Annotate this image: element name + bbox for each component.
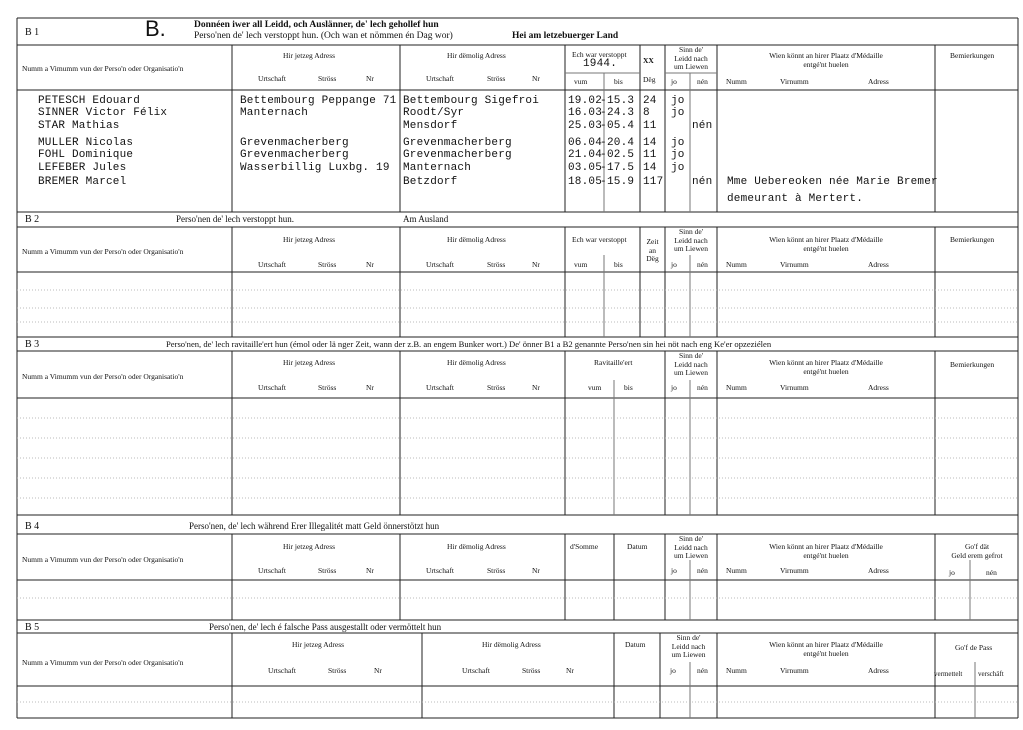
b2-col-jo: jo xyxy=(671,260,677,269)
b5-col-addr-now: Hir jetzeg Adress xyxy=(292,640,345,649)
b5-col-nen: nén xyxy=(697,666,708,675)
b1-col-medal: Wien könnt an hirer Plaatz d'Médaille entgé'nt huelen xyxy=(769,51,883,69)
b4-col-medal: Wien könnt an hirer Plaatz d'Médaille entgé'nt huelen xyxy=(769,542,883,560)
b1-col-remarks: Bemierkungen xyxy=(950,51,995,60)
b1-col-addr-now: Hir jetzeg Adress xyxy=(283,51,336,60)
b1-row-medal: Mme Uebereoken née Marie Bremer xyxy=(727,176,938,188)
b5-col-name: Numm a Vimumm vun der Perso'n oder Organisatio'n xyxy=(22,658,184,667)
b3-col-nr: Nr xyxy=(366,383,374,392)
b1-row-addr-now: Bettembourg Peppange 71 xyxy=(240,95,397,107)
b5-title: Perso'nen, de' lech é falsche Pass ausgestallt oder vermöttelt hun xyxy=(209,622,442,632)
b3-col-street2: Ströss xyxy=(487,383,506,392)
b1-col-name: Numm a Vimumm vun der Perso'n oder Organisatio'n xyxy=(22,64,184,73)
b1-title-line2: Perso'nen de' lech verstoppt hun. (Och wan et nömmen én Dag wor) xyxy=(194,31,453,41)
b1-title-location: Hei am letzebuerger Land xyxy=(512,31,619,41)
b4-col-sum: d'Somme xyxy=(570,542,599,551)
b4-col-money-jo: jo xyxy=(949,568,955,577)
b4-col-date: Datum xyxy=(627,542,648,551)
b4-col-town2: Urtschaft xyxy=(426,566,454,575)
date-separator: - xyxy=(600,149,607,161)
b1-col-days: Dëg xyxy=(643,75,656,84)
b1-row-name: FOHL Dominique xyxy=(38,149,134,161)
b3-col-nr2: Nr xyxy=(532,383,540,392)
b1-row-addr-now: Wasserbillig Luxbg. 19 xyxy=(240,162,390,174)
b1-row-addr-now: Grevenmacherberg xyxy=(240,137,349,149)
b1-row-days: 11 xyxy=(643,120,657,132)
b1-row-days: 14 xyxy=(643,137,657,149)
date-separator: - xyxy=(600,120,607,132)
b1-row-to: 15.9 xyxy=(607,176,635,188)
b1-col-family: Sinn de' Leidd nach um Liewen xyxy=(674,45,708,71)
b1-col-addr-then: Hir dëmolig Adress xyxy=(447,51,506,60)
b2-col-addr-then: Hir dëmolig Adress xyxy=(447,235,506,244)
b5-col-pass: Go'f de Pass xyxy=(955,643,993,652)
b1-row-to: 15.3 xyxy=(607,95,635,107)
date-separator: - xyxy=(600,107,607,119)
b1-col-street: Ströss xyxy=(318,74,337,83)
b1-row-addr-then: Betzdorf xyxy=(403,176,458,188)
b1-row-addr-then: Grevenmacherberg xyxy=(403,149,512,161)
section-label-b3: B 3 xyxy=(25,339,40,350)
b2-col-medal-first: Virnumm xyxy=(780,260,809,269)
b1-col-hidden: Ech war verstoppt xyxy=(572,50,627,59)
b1-row-from: 21.04 xyxy=(568,149,603,161)
b1-col-town2: Urtschaft xyxy=(426,74,454,83)
b1-row-from: 03.05 xyxy=(568,162,603,174)
b1-row-jo: jo xyxy=(671,149,685,161)
b1-row-from: 19.02 xyxy=(568,95,603,107)
date-separator: - xyxy=(600,137,607,149)
b2-col-addr-now: Hir jetzeg Adress xyxy=(283,235,336,244)
b3-col-supplied: Ravitaille'ert xyxy=(594,358,633,367)
b1-col-to: bis xyxy=(614,77,623,86)
b2-col-nr: Nr xyxy=(366,260,374,269)
b1-col-days-hdr: XX xyxy=(643,56,654,65)
b3-col-medal-first: Virnumm xyxy=(780,383,809,392)
section-label-b1: B 1 xyxy=(25,27,40,38)
b5-col-medal-addr: Adress xyxy=(868,666,889,675)
form-letter: B. xyxy=(145,16,166,41)
b3-col-street: Ströss xyxy=(318,383,337,392)
b4-col-medal-addr: Adress xyxy=(868,566,889,575)
b1-col-medal-name: Numm xyxy=(726,77,747,86)
b1-row-to: 20.4 xyxy=(607,137,635,149)
b4-col-town: Urtschaft xyxy=(258,566,286,575)
b1-row-jo: jo xyxy=(671,162,685,174)
b2-col-medal-name: Numm xyxy=(726,260,747,269)
b1-row-name: PETESCH Edouard xyxy=(38,95,141,107)
b1-row-name: MULLER Nicolas xyxy=(38,137,134,149)
b3-col-town2: Urtschaft xyxy=(426,383,454,392)
b2-col-town: Urtschaft xyxy=(258,260,286,269)
b3-col-addr-now: Hir jetzeg Adress xyxy=(283,358,336,367)
b4-col-addr-now: Hir jetzeg Adress xyxy=(283,542,336,551)
b2-col-time: Zeit an Dëg xyxy=(646,237,659,263)
b1-row-addr-then: Bettembourg Sigefroi xyxy=(403,95,540,107)
b1-row-name: SINNER Victor Félix xyxy=(38,107,168,119)
b1-row-name: BREMER Marcel xyxy=(38,176,127,188)
b5-col-town2: Urtschaft xyxy=(462,666,490,675)
b5-col-nr: Nr xyxy=(374,666,382,675)
b1-row-addr-then: Manternach xyxy=(403,162,472,174)
b4-col-name: Numm a Vimumm vun der Perso'n oder Organisatio'n xyxy=(22,555,184,564)
b1-row-to: 02.5 xyxy=(607,149,635,161)
b4-col-addr-then: Hir dëmolig Adress xyxy=(447,542,506,551)
b5-col-addr-then: Hir dëmolig Adress xyxy=(482,640,541,649)
b1-row-from: 16.03 xyxy=(568,107,603,119)
b5-col-street: Ströss xyxy=(328,666,347,675)
b1-row-days: 117 xyxy=(643,176,664,188)
b1-col-nen: nén xyxy=(697,77,708,86)
b5-col-issued: verschäft xyxy=(978,670,1004,678)
b5-col-family: Sinn de' Leidd nach um Liewen xyxy=(671,633,706,659)
b3-col-from: vum xyxy=(588,383,602,392)
b1-row-addr-then: Mensdorf xyxy=(403,120,458,132)
b1-row-name: LEFEBER Jules xyxy=(38,162,127,174)
b4-col-medal-first: Virnumm xyxy=(780,566,809,575)
b1-row-days: 14 xyxy=(643,162,657,174)
b2-col-nen: nén xyxy=(697,260,708,269)
b1-row-days: 8 xyxy=(643,107,650,119)
b5-col-nr2: Nr xyxy=(566,666,574,675)
b3-col-to: bis xyxy=(624,383,633,392)
date-separator: - xyxy=(600,176,607,188)
section-label-b4: B 4 xyxy=(25,521,40,532)
b4-col-jo: jo xyxy=(671,566,677,575)
b3-title: Perso'nen, de' lech ravitaille'ert hun (émol oder lä nger Zeit, wann der z.B. an engem Bunker wort.) De' önner B1 a B2 genannte Perso'nen sin hei nöt nach eng Ke'er opzeziélen xyxy=(166,339,772,349)
b1-col-town: Urtschaft xyxy=(258,74,286,83)
b3-col-remarks: Bemierkungen xyxy=(950,360,995,369)
b1-row-days: 11 xyxy=(643,149,657,161)
b3-col-medal: Wien könnt an hirer Plaatz d'Médaille entgé'nt huelen xyxy=(769,358,883,376)
b4-col-medal-name: Numm xyxy=(726,566,747,575)
b5-col-mediated: vermettelt xyxy=(934,670,963,678)
b2-title: Perso'nen de' lech verstoppt hun. xyxy=(176,214,294,224)
b1-col-nr: Nr xyxy=(366,74,374,83)
b2-col-medal-addr: Adress xyxy=(868,260,889,269)
b1-row-addr-now: Manternach xyxy=(240,107,309,119)
b4-col-money: Go'f dät Geld erem gefrot xyxy=(951,542,1003,560)
b4-col-family: Sinn de' Leidd nach um Liewen xyxy=(674,534,708,560)
b3-col-town: Urtschaft xyxy=(258,383,286,392)
b1-col-street2: Ströss xyxy=(487,74,506,83)
b3-col-addr-then: Hir dëmolig Adress xyxy=(447,358,506,367)
b1-row-from: 25.03 xyxy=(568,120,603,132)
b2-col-name: Numm a Vimumm vun der Perso'n oder Organisatio'n xyxy=(22,247,184,256)
b5-col-town: Urtschaft xyxy=(268,666,296,675)
b4-col-street: Ströss xyxy=(318,566,337,575)
b1-row-from: 18.05 xyxy=(568,176,603,188)
b1-col-medal-first: Virnumm xyxy=(780,77,809,86)
b4-col-nen: nén xyxy=(697,566,708,575)
b2-col-town2: Urtschaft xyxy=(426,260,454,269)
b1-row-jo: jo xyxy=(671,107,685,119)
b3-col-medal-addr: Adress xyxy=(868,383,889,392)
b2-col-remarks: Bemierkungen xyxy=(950,235,995,244)
b1-row-name: STAR Mathias xyxy=(38,120,120,132)
b4-col-nr: Nr xyxy=(366,566,374,575)
b2-col-hidden: Ech war verstoppt xyxy=(572,235,627,244)
b2-col-family: Sinn de' Leidd nach um Liewen xyxy=(674,227,708,253)
b1-col-from: vum xyxy=(574,77,588,86)
b5-col-medal-first: Virnumm xyxy=(780,666,809,675)
b3-col-family: Sinn de' Leidd nach um Liewen xyxy=(674,351,708,377)
date-separator: - xyxy=(600,95,607,107)
b1-col-jo: jo xyxy=(671,77,677,86)
b1-row-days: 24 xyxy=(643,95,657,107)
b2-col-street: Ströss xyxy=(318,260,337,269)
b1-row-jo: jo xyxy=(671,95,685,107)
section-label-b2: B 2 xyxy=(25,214,40,225)
b1-row-from: 06.04 xyxy=(568,137,603,149)
b2-title-abroad: Am Ausland xyxy=(403,214,449,224)
b3-col-nen: nén xyxy=(697,383,708,392)
b5-col-medal: Wien könnt an hirer Plaatz d'Médaille entgé'nt huelen xyxy=(769,640,883,658)
b2-col-from: vum xyxy=(574,260,588,269)
b1-row-addr-now: Grevenmacherberg xyxy=(240,149,349,161)
b5-col-medal-name: Numm xyxy=(726,666,747,675)
b4-col-money-nen: nén xyxy=(986,568,997,577)
date-separator: - xyxy=(600,162,607,174)
b1-col-nr2: Nr xyxy=(532,74,540,83)
b1-year: 1944. xyxy=(583,58,618,70)
b4-col-street2: Ströss xyxy=(487,566,506,575)
section-label-b5: B 5 xyxy=(25,622,40,633)
b1-row-to: 05.4 xyxy=(607,120,635,132)
b2-col-street2: Ströss xyxy=(487,260,506,269)
b1-title-line1: Donnéen iwer all Leidd, och Auslänner, de' lech gehollef hun xyxy=(194,20,439,30)
b2-col-nr2: Nr xyxy=(532,260,540,269)
b3-col-name: Numm a Vimumm vun der Perso'n oder Organisatio'n xyxy=(22,372,184,381)
b1-row-addr-then: Grevenmacherberg xyxy=(403,137,512,149)
b2-col-medal: Wien könnt an hirer Plaatz d'Médaille entgé'nt huelen xyxy=(769,235,883,253)
b1-medal-extra: demeurant à Mertert. xyxy=(727,193,864,205)
b5-col-street2: Ströss xyxy=(522,666,541,675)
b1-row-addr-then: Roodt/Syr xyxy=(403,107,465,119)
b1-col-medal-addr: Adress xyxy=(868,77,889,86)
b5-col-date: Datum xyxy=(625,640,646,649)
b3-col-jo: jo xyxy=(671,383,677,392)
b3-col-medal-name: Numm xyxy=(726,383,747,392)
b1-row-nen: nén xyxy=(692,120,713,132)
b4-col-nr2: Nr xyxy=(532,566,540,575)
b1-row-nen: nén xyxy=(692,176,713,188)
b1-row-to: 24.3 xyxy=(607,107,635,119)
b1-row-jo: jo xyxy=(671,137,685,149)
b1-row-to: 17.5 xyxy=(607,162,635,174)
b4-title: Perso'nen, de' lech während Erer Illegalitét matt Geld önnerstötzt hun xyxy=(189,521,440,531)
b2-col-to: bis xyxy=(614,260,623,269)
b5-col-jo: jo xyxy=(670,666,676,675)
